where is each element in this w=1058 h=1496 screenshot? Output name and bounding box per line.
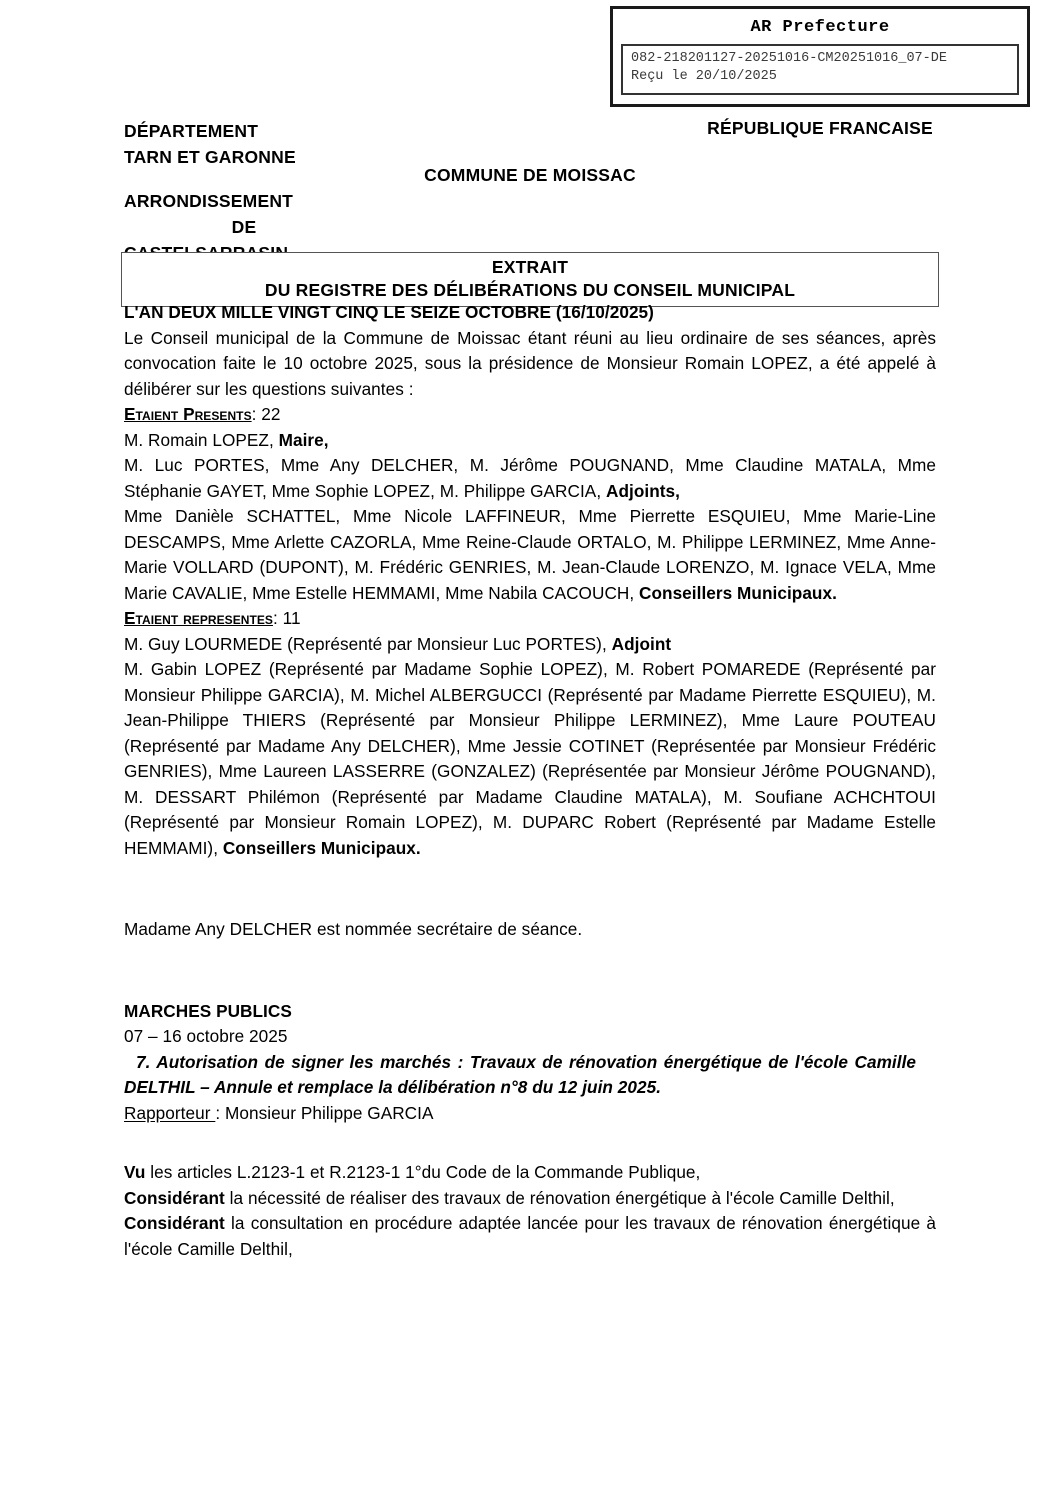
ar-received-line: Reçu le 20/10/2025 — [631, 69, 777, 84]
ar-prefecture-title: AR Prefecture — [750, 18, 890, 37]
ar-reference-line: 082-218201127-20251016-CM20251016_07-DE — [631, 51, 947, 66]
body-spacer-3 — [124, 1126, 936, 1160]
ar-prefecture-details — [621, 44, 1019, 95]
departement-label: DÉPARTEMENT — [124, 121, 259, 141]
maire-name: M. Romain LOPEZ, — [124, 429, 279, 450]
presents-label: Etaient Presents — [124, 404, 252, 424]
rapporteur-value: : Monsieur Philippe GARCIA — [215, 1102, 434, 1123]
extrait-line-2: DU REGISTRE DES DÉLIBÉRATIONS DU CONSEIL MUNICIPAL — [264, 280, 796, 300]
arrondissement-label: ARRONDISSEMENT — [124, 191, 294, 211]
representes-conseillers-line — [124, 657, 936, 861]
representes-adjoint-name: M. Guy LOURMEDE (Représenté par Monsieur Luc PORTES), — [124, 633, 612, 654]
presents-heading — [124, 402, 936, 428]
presents-count: : 22 — [251, 404, 281, 424]
marches-publics-date: 07 – 16 octobre 2025 — [124, 1026, 288, 1046]
body-spacer-2 — [124, 943, 936, 999]
session-intro: Le Conseil municipal de la Commune de Moissac étant réuni au lieu ordinaire de ses séances, après convocation faite le 10 octobre 2025, sous la présidence de Monsieur Romain LOPEZ, a été appelé à délibérer sur les questions suivantes : — [124, 327, 936, 399]
representes-adjoint-role: Adjoint — [611, 633, 672, 654]
representes-count: : 11 — [272, 608, 301, 628]
commune-title: COMMUNE DE MOISSAC — [424, 165, 636, 185]
marches-publics-title: MARCHES PUBLICS — [124, 1000, 292, 1021]
clause-vu-text: les articles L.2123-1 et R.2123-1 1°du Code de la Commande Publique, — [145, 1162, 701, 1182]
clause-vu — [124, 1160, 936, 1186]
clause-considerant-2-text: la consultation en procédure adaptée lancée pour les travaux de rénovation énergétique à l'école Camille Delthil, — [124, 1213, 936, 1259]
header-left-block — [124, 118, 364, 266]
rapporteur-label: Rapporteur — [124, 1102, 216, 1123]
representes-label: Etaient representes — [124, 608, 273, 628]
departement-name: TARN ET GARONNE — [124, 147, 296, 167]
presents-conseillers-line — [124, 504, 936, 606]
rapporteur-line — [124, 1101, 936, 1127]
arrondissement-de: DE — [231, 217, 257, 237]
clause-considerant-1-text: la nécessité de réaliser des travaux de rénovation énergétique à l'école Camille Delthil, — [224, 1187, 895, 1208]
conseillers-role: Conseillers Municipaux. — [639, 582, 837, 603]
clause-considerant-1 — [124, 1186, 936, 1212]
clause-considerant-2 — [124, 1211, 936, 1262]
adjoints-role: Adjoints, — [605, 480, 680, 501]
session-date-heading: L'AN DEUX MILLE VINGT CINQ LE SEIZE OCTOBRE (16/10/2025) — [124, 302, 654, 322]
representes-heading — [124, 606, 936, 632]
extrait-box — [121, 252, 939, 307]
maire-role: Maire, — [278, 429, 329, 450]
clause-vu-keyword: Vu — [124, 1162, 146, 1182]
body-spacer-1 — [124, 861, 936, 917]
republique-francaise: RÉPUBLIQUE FRANCAISE — [707, 118, 933, 138]
document-body — [124, 300, 936, 1262]
representes-adjoint-line — [124, 632, 936, 658]
extrait-line-1: EXTRAIT — [491, 257, 569, 277]
ar-prefecture-stamp — [610, 6, 1030, 107]
presents-adjoints-line — [124, 453, 936, 504]
secretary-line: Madame Any DELCHER est nommée secrétaire de séance. — [124, 919, 583, 939]
conseillers-names: Mme Danièle SCHATTEL, Mme Nicole LAFFINEUR, Mme Pierrette ESQUIEU, Mme Marie-Line DESCAMPS, Mme Arlette CAZORLA, Mme Reine-Claude ORTALO, M. Philippe LERMINEZ, Mme Anne-Marie VOLLARD (DUPONT), M. Frédéric GENRIES, M. Jean-Claude LORENZO, M. Ignace VELA, Mme Marie CAVALIE, Mme Estelle HEMMAMI, Mme Nabila CACOUCH, — [124, 506, 936, 603]
clause-considerant-2-keyword: Considérant — [124, 1213, 225, 1233]
presents-maire-line — [124, 428, 936, 454]
clause-considerant-1-keyword: Considérant — [124, 1187, 225, 1208]
deliberation-title: 7. Autorisation de signer les marchés : Travaux de rénovation énergétique de l'école Camille DELTHIL – Annule et remplace la délibération n°8 du 12 juin 2025. — [124, 1051, 916, 1097]
adjoints-names: M. Luc PORTES, Mme Any DELCHER, M. Jérôme POUGNAND, Mme Claudine MATALA, Mme Stéphanie GAYET, Mme Sophie LOPEZ, M. Philippe GARCIA, — [124, 455, 936, 501]
representes-conseillers-names: M. Gabin LOPEZ (Représenté par Madame Sophie LOPEZ), M. Robert POMAREDE (Représenté par Monsieur Philippe GARCIA), M. Michel ALBERGUCCI (Représenté par Madame Pierrette ESQUIEU), M. Jean-Philippe THIERS (Représenté par Monsieur Philippe LERMINEZ), Mme Laure POUTEAU (Représenté par Madame Any DELCHER), Mme Jessie COTINET (Représentée par Monsieur Frédéric GENRIES), Mme Laureen LASSERRE (GONZALEZ) (Représentée par Monsieur Jérôme POUGNAND), M. DESSART Philémon (Représenté par Madame Claudine MATALA), M. Soufiane ACHCHTOUI (Représenté par Monsieur Romain LOPEZ), M. DUPARC Robert (Représenté par Madame Estelle HEMMAMI), — [124, 659, 936, 858]
representes-conseillers-role: Conseillers Municipaux. — [222, 837, 421, 858]
